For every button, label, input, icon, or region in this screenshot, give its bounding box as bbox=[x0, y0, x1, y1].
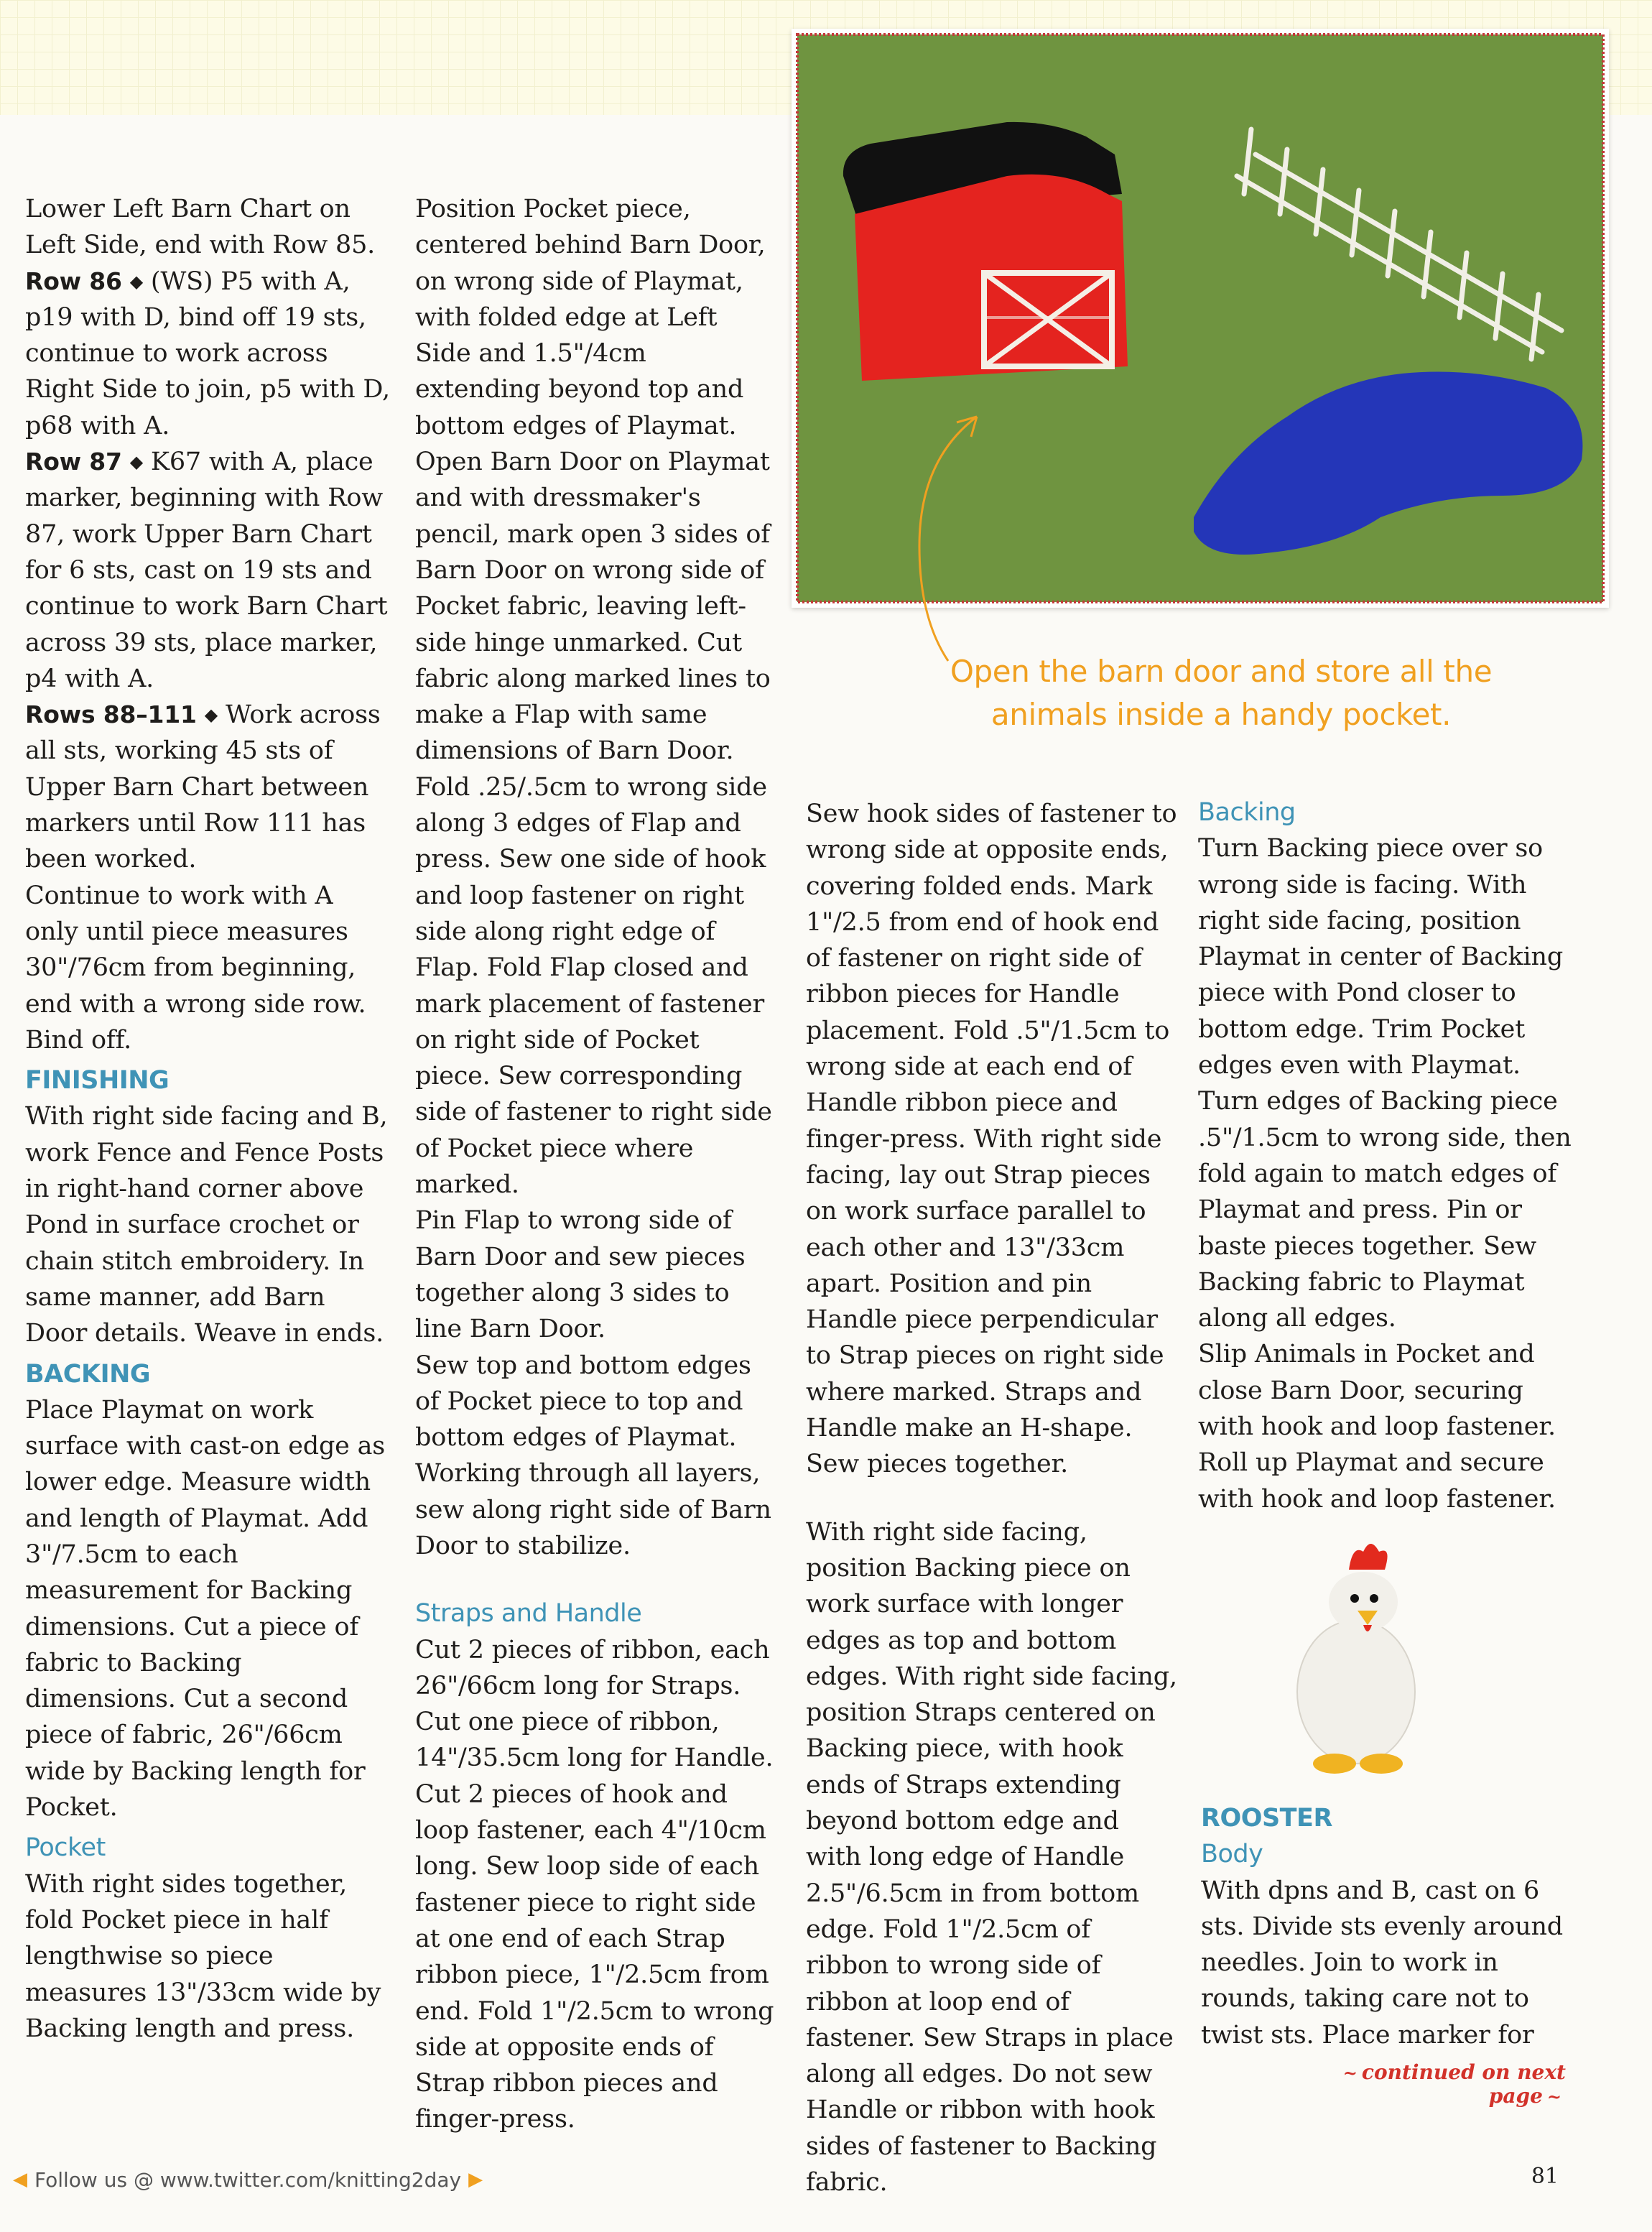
column-2 bbox=[415, 191, 774, 2138]
column-4 bbox=[1198, 795, 1572, 1517]
row-86-text: (WS) P5 with A, p19 with D, bind off 19 sts, continue to work across Right Side to join, p5 with D, p68 with A. bbox=[25, 267, 390, 440]
straps-handle-paragraph: Cut 2 pieces of ribbon, each 26"/66cm long for Straps. Cut one piece of ribbon, 14"/35.5cm long for Handle. Cut 2 pieces of hook and loop fastener, each 4"/10cm long. Sew loop side of each fastener piece to right side at one end of each Strap ribbon piece, 1"/2.5cm from end. Fold 1"/2.5cm to wrong side at opposite ends of Strap ribbon pieces and finger-press. bbox=[415, 1635, 774, 2134]
row-87-text: K67 with A, place marker, beginning with Row 87, work Upper Barn Chart for 6 sts, cast on 19 sts and continue to work Barn Chart across 39 sts, place marker, p4 with A. bbox=[25, 448, 388, 693]
photo-caption bbox=[833, 650, 1609, 736]
paragraph-position-backing: With right side facing, position Backing piece on work surface with longer edges as top and bottom edges. With right side facing, position Straps centered on Backing piece, with hook ends of Straps extending beyond bottom edge and with long edge of Handle 2.5"/6.5cm in from bottom edge. Fold 1"/2.5cm of ribbon to wrong side of ribbon at loop end of fastener. Sew Straps in place along all edges. Do not sew Handle or ribbon with hook sides of fastener to Backing fabric. bbox=[806, 1517, 1177, 2197]
right-triangle-icon: ▶ bbox=[468, 2169, 483, 2190]
row-86 bbox=[25, 264, 393, 444]
backing-heading: BACKING bbox=[25, 1359, 151, 1389]
rows-88-111-text: Work across all sts, working 45 sts of Upper Barn Chart between markers until Row 111 has been worked. bbox=[25, 700, 381, 874]
footer bbox=[6, 2164, 490, 2195]
paragraph-sew-hook-sides: Sew hook sides of fastener to wrong side at opposite ends, covering folded ends. Mark 1"/2.5 from end of hook end of fastener on right side of ribbon pieces for Handle placement. Fold .5"/1.5cm to wrong side at each end of Handle ribbon piece and finger-press. With right side facing, lay out Strap pieces on work surface parallel to each other and 13"/33cm apart. Position and pin Handle piece perpendicular to Strap pieces on right side where marked. Straps and Handle make an H-shape. Sew pieces together. bbox=[806, 800, 1177, 1479]
page-number: 81 bbox=[1531, 2164, 1559, 2189]
caption-arrow-icon bbox=[905, 402, 1006, 675]
rows-88-111-label: Rows 88–111 bbox=[25, 700, 197, 729]
body-paragraph: With dpns and B, cast on 6 sts. Divide sts evenly around needles. Join to work in rounds, taking care not to twist sts. Place marker for bbox=[1201, 1876, 1564, 2050]
column-3 bbox=[806, 796, 1179, 2200]
row-87 bbox=[25, 444, 393, 697]
backing-paragraph: Place Playmat on work surface with cast-on edge as lower edge. Measure width and length of Playmat. Add 3"/7.5cm to each measurement for Backing dimensions. Cut a piece of fabric to Backing dimensions. Cut a second piece of fabric, 26"/66cm wide by Backing length for Pocket. bbox=[25, 1395, 386, 1823]
left-triangle-icon: ◀ bbox=[13, 2169, 27, 2190]
finishing-heading: FINISHING bbox=[25, 1066, 170, 1096]
ornament-left-icon: ~ bbox=[1342, 2062, 1358, 2083]
straps-handle-heading: Straps and Handle bbox=[415, 1599, 642, 1629]
row-86-label: Row 86 bbox=[25, 267, 122, 295]
diamond-icon: ◆ bbox=[129, 452, 143, 473]
caption-line-1: Open the barn door and store all the bbox=[950, 654, 1493, 689]
paragraph-slip-animals: Slip Animals in Pocket and close Barn Door, securing with hook and loop fastener. Roll up Playmat and secure with hook and loop fastener. bbox=[1198, 1340, 1556, 1514]
body-heading: Body bbox=[1201, 1840, 1263, 1869]
paragraph-pin-flap: Pin Flap to wrong side of Barn Door and sew pieces together along 3 sides to line Barn Door. bbox=[415, 1206, 746, 1344]
pocket-heading: Pocket bbox=[25, 1833, 106, 1863]
knitted-rooster-image bbox=[1284, 1530, 1428, 1789]
rooster-section bbox=[1201, 1800, 1574, 2053]
caption-line-2: animals inside a handy pocket. bbox=[990, 697, 1452, 732]
twitter-link[interactable]: Follow us @ www.twitter.com/knitting2day bbox=[34, 2167, 462, 2192]
backing-subparagraph: Turn Backing piece over so wrong side is facing. With right side facing, position Playmat in center of Backing piece with Pond closer to bottom edge. Trim Pocket edges even with Playmat. Turn edges of Backing piece .5"/1.5cm to wrong side, then fold again to match edges of Playmat and press. Pin or baste pieces together. Sew Backing fabric to Playmat along all edges. bbox=[1198, 834, 1572, 1333]
column-1 bbox=[25, 191, 393, 2047]
paragraph-sew-top-bottom: Sew top and bottom edges of Pocket piece to top and bottom edges of Playmat. Working through all layers, sew along right side of Barn Door to stabilize. bbox=[415, 1351, 771, 1560]
diamond-icon: ◆ bbox=[129, 271, 143, 292]
continued-note bbox=[1264, 2060, 1566, 2108]
ornament-right-icon: ~ bbox=[1546, 2086, 1561, 2107]
diamond-icon: ◆ bbox=[204, 705, 218, 726]
finishing-paragraph: With right side facing and B, work Fence and Fence Posts in right-hand corner above Pond in surface crochet or chain stitch embroidery. In same manner, add Barn Door details. Weave in ends. bbox=[25, 1102, 388, 1348]
paragraph-position-pocket: Position Pocket piece, centered behind Barn Door, on wrong side of Playmat, with folded edge at Left Side and 1.5"/4cm extending beyond top and bottom edges of Playmat. bbox=[415, 195, 766, 440]
rows-88-111 bbox=[25, 697, 393, 877]
rooster-heading: ROOSTER bbox=[1201, 1804, 1332, 1833]
pocket-paragraph: With right sides together, fold Pocket piece in half lengthwise so piece measures 13"/33cm wide by Backing length and press. bbox=[25, 1869, 381, 2043]
backing-subheading: Backing bbox=[1198, 798, 1296, 827]
row-87-label: Row 87 bbox=[25, 448, 122, 476]
paragraph-continue: Continue to work with A only until piece measures 30"/76cm from beginning, end with a wrong side row. Bind off. bbox=[25, 881, 366, 1055]
paragraph-open-barn-door: Open Barn Door on Playmat and with dressmaker's pencil, mark open 3 sides of Barn Door on wrong side of Pocket fabric, leaving left-side hinge unmarked. Cut fabric along marked lines to make a Flap with same dimensions of Barn Door. Fold .25/.5cm to wrong side along 3 edges of Flap and press. Sew one side of hook and loop fastener on right side along right edge of Flap. Fold Flap closed and mark placement of fastener on right side of Pocket piece. Sew corresponding side of fastener to right side of Pocket piece where marked. bbox=[415, 448, 772, 1200]
continued-text: continued on next page bbox=[1361, 2060, 1566, 2108]
paragraph-lower-left-barn: Lower Left Barn Chart on Left Side, end with Row 85. bbox=[25, 195, 376, 260]
